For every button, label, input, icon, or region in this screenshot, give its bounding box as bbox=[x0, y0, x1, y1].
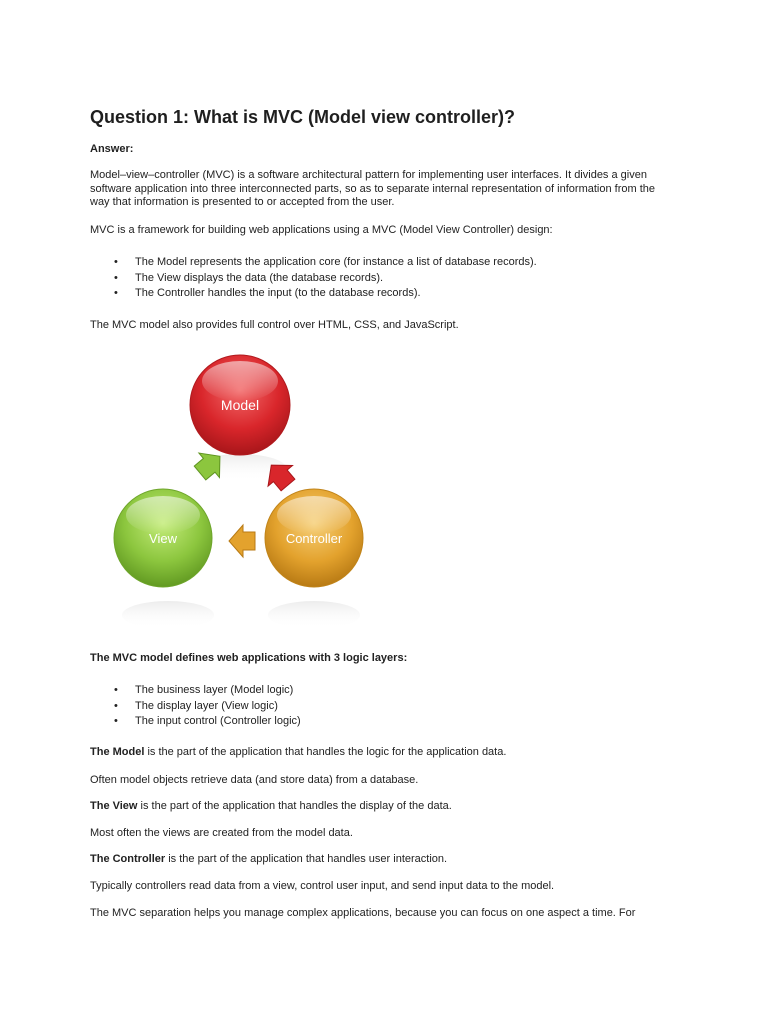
list-item: • The Model represents the application core (for instance a list of database records). bbox=[90, 255, 537, 271]
controller-reflection bbox=[268, 601, 360, 629]
controller-node bbox=[265, 489, 363, 587]
view-paragraph bbox=[90, 800, 680, 814]
model-description: is the part of the application that handles the logic for the application data. bbox=[144, 746, 507, 758]
question-title: Question 1: What is MVC (Model view controller)? bbox=[90, 107, 516, 127]
separation-paragraph: The MVC separation helps you manage complex applications, because you can focus on one aspect a time. For bbox=[90, 907, 636, 919]
model-label: Model bbox=[220, 397, 260, 413]
controller-label: Controller bbox=[285, 531, 343, 546]
framework-paragraph: MVC is a framework for building web applications using a MVC (Model View Controller) design: bbox=[90, 224, 553, 236]
intro-paragraph: Model–view–controller (MVC) is a software architectural pattern for implementing user interfaces. It divides a given software application into three interconnected parts, so as to separate internal representation of information from the way that information is presented to or accepted from the user. bbox=[90, 169, 655, 208]
controller-detail-paragraph: Typically controllers read data from a view, control user input, and send input data to the model. bbox=[90, 880, 555, 892]
mvc-diagram bbox=[100, 345, 380, 640]
answer-label: Answer: bbox=[90, 143, 134, 155]
view-detail-paragraph: Most often the views are created from the model data. bbox=[90, 827, 353, 839]
model-paragraph bbox=[90, 746, 680, 760]
controller-paragraph bbox=[90, 853, 680, 867]
controller-term: The Controller bbox=[90, 853, 166, 865]
list-item: • The input control (Controller logic) bbox=[90, 714, 301, 730]
list-item: • The View displays the data (the database records). bbox=[90, 271, 537, 287]
control-paragraph: The MVC model also provides full control over HTML, CSS, and JavaScript. bbox=[90, 319, 459, 331]
model-node bbox=[190, 355, 290, 455]
view-description: is the part of the application that handles the display of the data. bbox=[137, 800, 452, 812]
view-reflection bbox=[122, 601, 214, 629]
view-term: The View bbox=[90, 800, 138, 812]
list-item: • The display layer (View logic) bbox=[90, 699, 301, 715]
model-detail-paragraph: Often model objects retrieve data (and store data) from a database. bbox=[90, 774, 419, 786]
list-item: • The business layer (Model logic) bbox=[90, 683, 301, 699]
model-term: The Model bbox=[90, 746, 145, 758]
controller-description: is the part of the application that handles user interaction. bbox=[165, 853, 448, 865]
view-label: View bbox=[149, 531, 177, 546]
mvc-bullet-list bbox=[90, 255, 537, 302]
layers-bullet-list bbox=[90, 683, 301, 730]
controller-to-view-arrow-icon bbox=[229, 525, 255, 557]
layers-heading: The MVC model defines web applications with 3 logic layers: bbox=[90, 652, 408, 664]
view-node bbox=[114, 489, 212, 587]
list-item: • The Controller handles the input (to the database records). bbox=[90, 286, 537, 302]
